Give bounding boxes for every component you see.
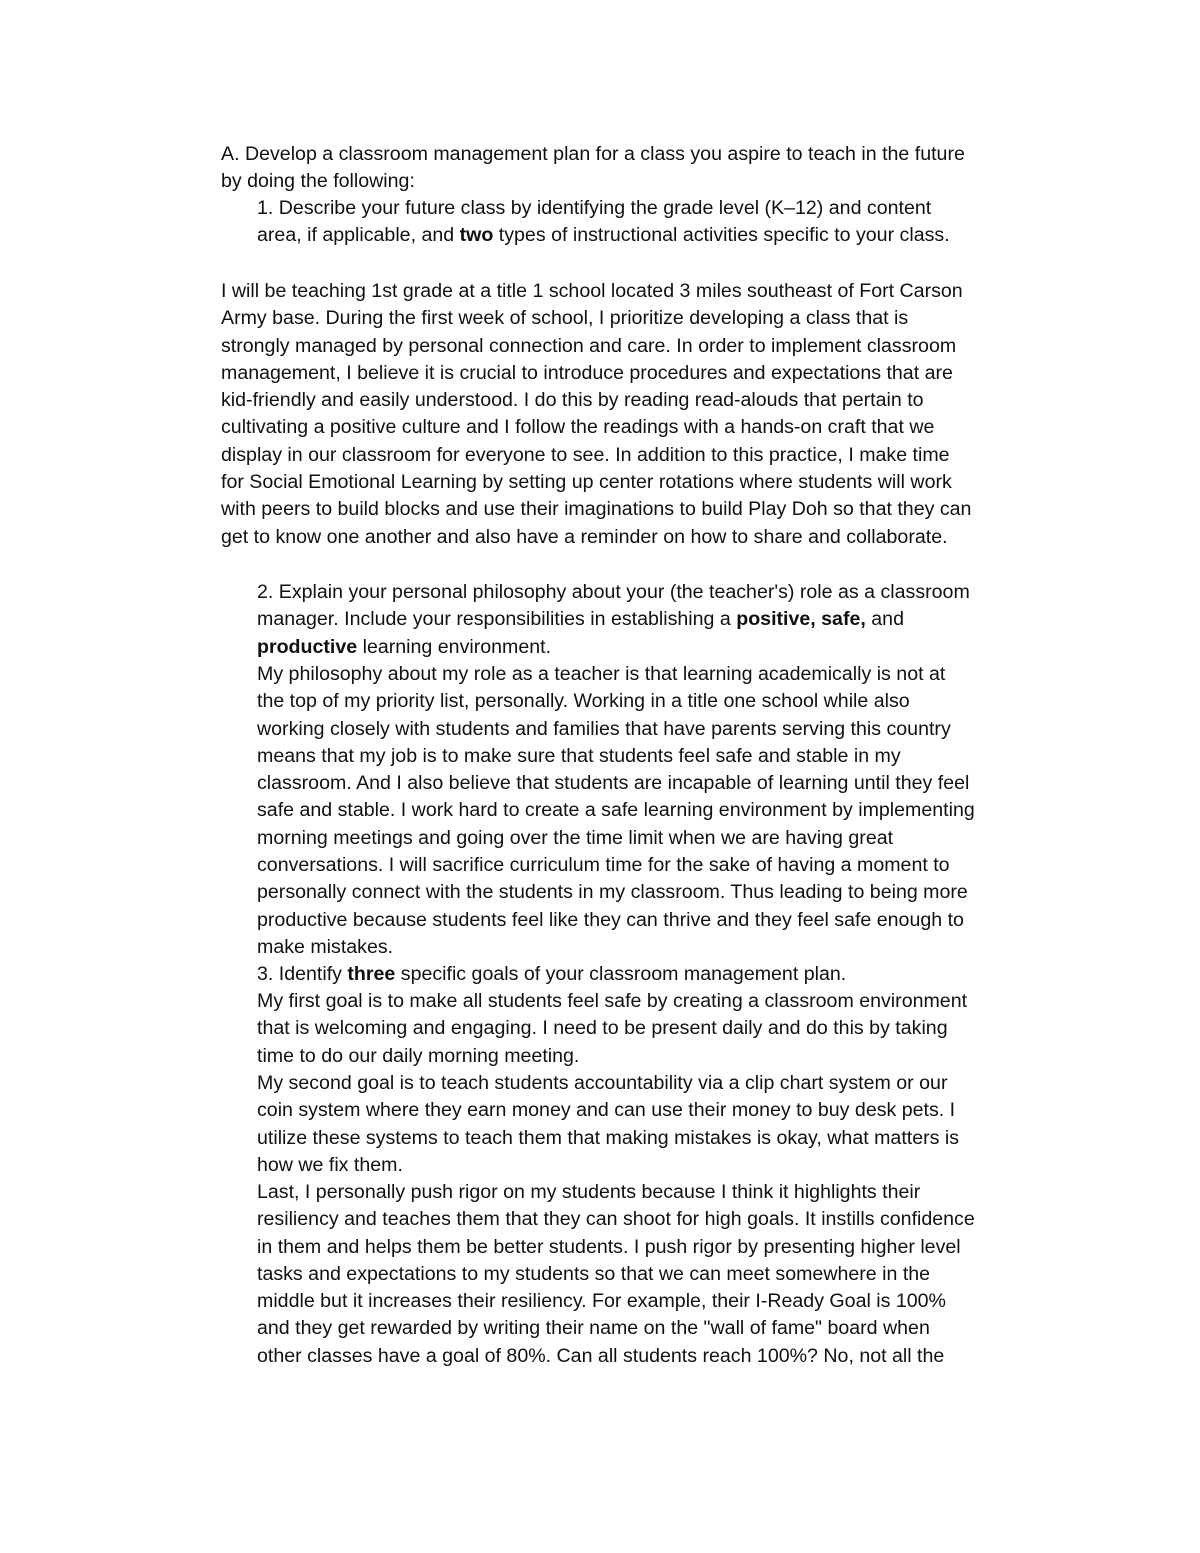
question-2-emphasis-1: positive, safe, bbox=[736, 608, 866, 631]
goal-3: Last, I personally push rigor on my students because I think it highlights their resiliency and teaches them that they can shoot for high goals. It instills confidence in them and helps them be better students. I push rigor by presenting higher level tasks and expectations to my students so that we can meet somewhere in the middle but it increases their resiliency. For example, their I-Ready Goal is 100% and they get rewarded by writing their name on the "wall of fame" board when other classes have a goal of 80%. Can all students reach 100%? No, not all the bbox=[257, 1181, 975, 1367]
question-2-text-end: learning environment. bbox=[357, 635, 552, 658]
question-2-text-mid: and bbox=[871, 608, 904, 631]
question-3-text-end: specific goals of your classroom management plan. bbox=[395, 963, 847, 985]
goal-2: My second goal is to teach students accountability via a clip chart system or our coin system where they earn money and can use their money to buy desk pets. I utilize these systems to teach them that making mistakes is okay, what matters is how we fix them. bbox=[257, 1072, 960, 1176]
question-2 bbox=[257, 579, 1057, 661]
question-2-emphasis-2: productive bbox=[257, 635, 358, 658]
question-3-emphasis: three bbox=[347, 963, 396, 985]
question-a: A. Develop a classroom management plan for a class you aspire to teach in the future by doing the following: bbox=[221, 143, 965, 193]
answer-1: I will be teaching 1st grade at a title 1 school located 3 miles southeast of Fort Carson Army base. During the first week of school, I prioritize developing a class that is strongly managed by personal connection and care. In order to implement classroom management, I believe it is crucial to introduce procedures and expectations that are kid-friendly and easily understood. I do this by reading read-alouds that pertain to cultivating a positive culture and I follow the readings with a hands-on craft that we display in our classroom for everyone to see. In addition to this practice, I make time for Social Emotional Learning by setting up center rotations where students will work with peers to build blocks and use their imaginations to build Play Doh so that they can get to know one another and also have a reminder on how to share and collaborate. bbox=[221, 280, 972, 548]
question-1-text: 1. Describe your future class by identifying the grade level (K–12) and content area, if applicable, and bbox=[257, 197, 932, 247]
goal-1: My first goal is to make all students feel safe by creating a classroom environment that is welcoming and engaging. I need to be present daily and do this by taking time to do our daily morning meeting. bbox=[257, 990, 968, 1067]
question-1-text-end: types of instructional activities specific to your class. bbox=[493, 224, 950, 247]
question-3 bbox=[257, 961, 1057, 988]
question-1-emphasis: two bbox=[459, 224, 494, 247]
question-2-text: 2. Explain your personal philosophy about your (the teacher's) role as a classroom manager. Include your responsibilities in establishing a bbox=[257, 581, 970, 631]
question-1 bbox=[257, 195, 1057, 250]
question-3-text: 3. Identify bbox=[257, 963, 348, 985]
answer-2: My philosophy about my role as a teacher is that learning academically is not at the top of my priority list, personally. Working in a title one school while also working closely with students and families that have parents serving this country means that my job is to make sure that students feel safe and stable in my classroom. And I also believe that students are incapable of learning until they feel safe and stable. I work hard to create a safe learning environment by implementing morning meetings and going over the time limit when we are having great conversations. I will sacrifice curriculum time for the sake of having a moment to personally connect with the students in my classroom. Thus leading to being more productive because students feel like they can thrive and they feel safe enough to make mistakes. bbox=[257, 663, 975, 958]
